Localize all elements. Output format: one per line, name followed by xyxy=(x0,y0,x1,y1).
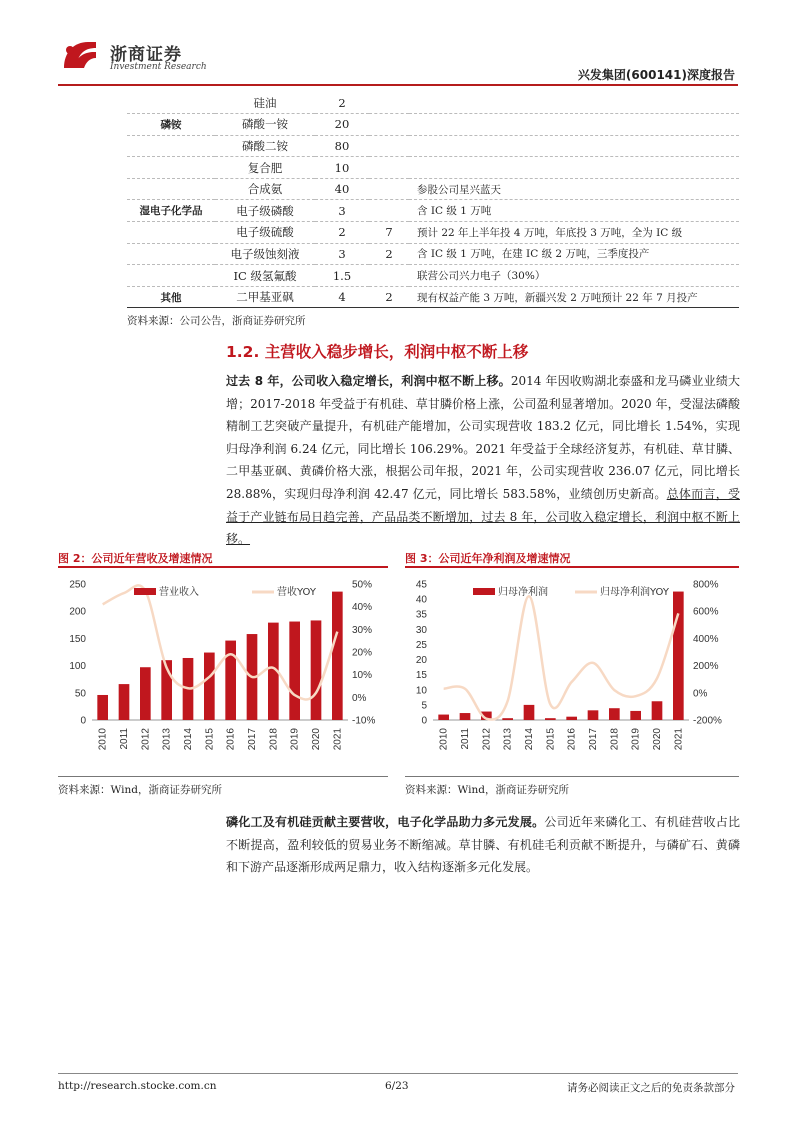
table-cell-plan: 2 xyxy=(385,290,393,305)
table-cell-product: 磷酸二铵 xyxy=(242,138,288,153)
y-tick-left: 0 xyxy=(80,715,86,727)
legend-bar-label: 归母净利润 xyxy=(498,587,548,598)
x-tick: 2021 xyxy=(332,728,344,751)
x-tick: 2021 xyxy=(673,728,685,751)
y-tick-left: 150 xyxy=(69,633,86,645)
brand-name: 浙商证券 xyxy=(110,45,182,65)
x-tick: 2017 xyxy=(247,728,258,751)
x-tick: 2019 xyxy=(289,728,301,751)
logo-icon xyxy=(60,38,100,72)
x-tick: 2013 xyxy=(161,728,173,751)
table-cell-plan xyxy=(369,114,409,136)
table-cell-cat: 其他 xyxy=(160,291,182,304)
paragraph-revenue xyxy=(226,370,740,551)
bar xyxy=(652,701,663,720)
x-tick: 2018 xyxy=(268,728,280,751)
y-tick-left: 30 xyxy=(415,624,427,636)
x-tick: 2019 xyxy=(630,728,642,751)
table-cell-cat: 磷铵 xyxy=(160,118,182,131)
bar xyxy=(524,705,535,720)
y-tick-left: 250 xyxy=(69,579,86,591)
header-divider xyxy=(58,84,738,86)
table-cell-product: 磷酸一铵 xyxy=(242,117,288,132)
table-cell-note xyxy=(409,114,739,136)
bar xyxy=(630,711,641,720)
table-cell-product: 合成氨 xyxy=(247,182,283,197)
bar xyxy=(545,718,556,720)
y-tick-left: 5 xyxy=(421,700,427,712)
y-tick-right: 30% xyxy=(352,624,373,636)
x-tick: 2010 xyxy=(438,728,450,751)
table-cell-cap: 3 xyxy=(338,203,346,218)
x-tick: 2015 xyxy=(545,728,557,751)
paragraph-structure xyxy=(226,811,740,879)
bar xyxy=(566,717,577,720)
fig2-title-rule xyxy=(58,566,388,568)
footer-disclaimer: 请务必阅读正文之后的免责条款部分 xyxy=(567,1082,735,1094)
footer-url[interactable]: http://research.stocke.com.cn xyxy=(58,1080,217,1092)
bar xyxy=(204,653,215,720)
y-tick-left: 35 xyxy=(415,609,427,621)
table-cell-plan: 2 xyxy=(385,246,393,261)
x-tick: 2016 xyxy=(225,728,237,751)
paragraph-underlined: 总体而言，受益于产业链布局日趋完善，产品品类不断增加，过去 8 年，公司收入稳定增长，利润中枢不断上移。 xyxy=(226,486,740,547)
y-tick-right: 600% xyxy=(693,606,719,618)
table-cell-cap: 3 xyxy=(338,246,346,261)
y-tick-right: -200% xyxy=(693,715,722,727)
section-title: 1.2. 主营收入稳步增长，利润中枢不断上移 xyxy=(226,343,529,361)
table-cell-cat xyxy=(127,265,215,287)
table-cell-note: 参股公司星兴蓝天 xyxy=(417,183,501,196)
table-cell-cap: 40 xyxy=(334,182,350,197)
fig2-bottom-rule xyxy=(58,776,388,777)
table-cell-product: 电子级磷酸 xyxy=(236,203,294,218)
report-title: 兴发集团(600141)深度报告 xyxy=(577,68,735,82)
x-tick: 2020 xyxy=(652,728,663,751)
table-cell-cat xyxy=(127,135,215,157)
bar xyxy=(119,684,130,720)
y-tick-left: 15 xyxy=(415,670,427,682)
table-cell-cap: 2 xyxy=(338,95,346,110)
x-tick: 2013 xyxy=(502,728,514,751)
table-row xyxy=(127,222,739,244)
y-tick-right: 0% xyxy=(693,688,708,700)
table-cell-cap: 2 xyxy=(338,225,346,240)
table-row xyxy=(127,243,739,265)
y-tick-right: 400% xyxy=(693,633,719,645)
y-tick-left: 0 xyxy=(421,715,427,727)
y-tick-left: 10 xyxy=(415,685,427,697)
y-tick-left: 20 xyxy=(415,655,427,667)
table-cell-product: 电子级蚀刻液 xyxy=(230,246,300,261)
legend-line-label: 归母净利润YOY xyxy=(600,587,669,598)
x-tick: 2014 xyxy=(524,728,535,751)
bar xyxy=(311,620,322,720)
table-cell-note xyxy=(409,157,739,179)
table-row xyxy=(127,200,739,222)
x-tick: 2016 xyxy=(566,728,578,751)
capacity-table xyxy=(127,92,739,308)
paragraph-lead: 磷化工及有机硅贡献主要营收，电子化学品助力多元发展。 xyxy=(226,815,545,829)
y-tick-right: 50% xyxy=(352,579,373,591)
table-cell-cat: 湿电子化学品 xyxy=(139,205,203,218)
bar xyxy=(588,710,599,720)
y-tick-left: 200 xyxy=(69,606,86,618)
revenue-chart xyxy=(58,572,388,772)
brand-name-en: Investment Research xyxy=(110,62,207,72)
y-tick-left: 50 xyxy=(74,688,86,700)
x-tick: 2012 xyxy=(140,728,152,751)
fig2-title: 图 2：公司近年营收及增速情况 xyxy=(58,552,213,565)
table-cell-plan: 7 xyxy=(385,225,393,240)
table-cell-note: 现有权益产能 3 万吨，新疆兴发 2 万吨预计 22 年 7 月投产 xyxy=(417,291,698,304)
table-cell-note: 含 IC 级 1 万吨 xyxy=(417,205,492,218)
paragraph-body: 公司近年来磷化工、有机硅营收占比不断提高，盈利较低的贸易业务不断缩减。草甘膦、有机硅毛利贡献不断提升，与磷矿石、黄磷和下游产品逐渐形成两足鼎力，收入结构逐渐多元化发展。 xyxy=(226,815,740,875)
y-tick-right: 40% xyxy=(352,602,373,614)
table-cell-cap: 80 xyxy=(334,138,350,153)
bar xyxy=(502,718,513,720)
table-cell-product: 二甲基亚砜 xyxy=(236,290,294,305)
y-tick-left: 100 xyxy=(69,661,86,673)
table-row xyxy=(127,286,739,308)
table-cell-note: 含 IC 级 1 万吨，在建 IC 级 2 万吨，三季度投产 xyxy=(417,248,650,261)
page-number: 6/23 xyxy=(385,1080,409,1092)
fig3-title: 图 3：公司近年净利润及增速情况 xyxy=(405,552,571,565)
bar xyxy=(97,695,108,720)
table-cell-product: 硅油 xyxy=(253,95,277,110)
legend-bar-label: 营业收入 xyxy=(159,587,199,598)
table-row xyxy=(127,92,739,114)
bar xyxy=(609,708,620,720)
y-tick-right: 800% xyxy=(693,579,719,591)
bar xyxy=(225,641,236,720)
table-cell-note xyxy=(409,135,739,157)
bar xyxy=(460,713,471,720)
x-tick: 2015 xyxy=(204,728,216,751)
fig2-source: 资料来源：Wind，浙商证券研究所 xyxy=(58,784,222,796)
table-cell-plan xyxy=(369,178,409,200)
table-row xyxy=(127,178,739,200)
table-source: 资料来源：公司公告，浙商证券研究所 xyxy=(127,315,306,327)
x-tick: 2020 xyxy=(311,728,322,751)
table-row xyxy=(127,265,739,287)
table-cell-cat xyxy=(127,243,215,265)
table-row xyxy=(127,114,739,136)
table-cell-cat xyxy=(127,92,215,114)
table-cell-cat xyxy=(127,157,215,179)
table-row xyxy=(127,135,739,157)
bar xyxy=(438,715,449,720)
table-cell-plan xyxy=(369,200,409,222)
fig3-title-rule xyxy=(405,566,739,568)
footer-divider xyxy=(58,1073,738,1074)
table-row xyxy=(127,157,739,179)
table-cell-cap: 4 xyxy=(338,290,346,305)
legend-bar-swatch xyxy=(134,588,156,595)
x-tick: 2011 xyxy=(460,728,471,750)
table-cell-plan xyxy=(369,265,409,287)
bar xyxy=(140,667,151,720)
y-tick-right: 20% xyxy=(352,647,373,659)
table-cell-cap: 20 xyxy=(334,117,350,132)
bar xyxy=(332,592,343,720)
x-tick: 2010 xyxy=(97,728,109,751)
table-cell-plan xyxy=(369,92,409,114)
table-cell-product: 电子级硫酸 xyxy=(236,225,294,240)
table-cell-cat xyxy=(127,222,215,244)
table-cell-plan xyxy=(369,157,409,179)
table-cell-cap: 1.5 xyxy=(332,268,352,283)
y-tick-right: 200% xyxy=(693,661,719,673)
x-tick: 2012 xyxy=(481,728,493,751)
table-cell-cat xyxy=(127,178,215,200)
y-tick-left: 40 xyxy=(415,594,427,606)
table-cell-note xyxy=(409,92,739,114)
x-tick: 2014 xyxy=(183,728,194,751)
y-tick-left: 45 xyxy=(415,579,427,591)
bar xyxy=(289,622,300,720)
fig3-source: 资料来源：Wind，浙商证券研究所 xyxy=(405,784,569,796)
fig3-bottom-rule xyxy=(405,776,739,777)
table-cell-note: 联营公司兴力电子（30%） xyxy=(417,270,546,283)
y-tick-right: -10% xyxy=(352,715,376,727)
legend-bar-swatch xyxy=(473,588,495,595)
series-line xyxy=(103,585,338,699)
x-tick: 2017 xyxy=(588,728,599,751)
table-cell-note: 预计 22 年上半年投 4 万吨，年底投 3 万吨，全为 IC 级 xyxy=(417,226,683,239)
y-tick-right: 0% xyxy=(352,692,367,704)
paragraph-lead: 过去 8 年，公司收入稳定增长，利润中枢不断上移。 xyxy=(226,374,511,388)
x-tick: 2011 xyxy=(119,728,130,750)
table-cell-product: 复合肥 xyxy=(247,160,283,175)
y-tick-left: 25 xyxy=(415,639,427,651)
table-cell-plan xyxy=(369,135,409,157)
x-tick: 2018 xyxy=(609,728,621,751)
paragraph-body: 2014 年因收购湖北泰盛和龙马磷业业绩大增；2017-2018 年受益于有机硅、草甘膦价格上涨，公司盈利显著增加。2020 年，受湿法磷酸精制工艺突破产量提升，有机硅产能增加，公司实现营收 183.2 亿元，同比增长 1.54%，实现归母净利润 6.24 亿元，同比增长 106.29%。2021 年受益于全球经济复苏，有机硅、草甘膦、二甲基亚砜、黄磷价格大涨，根据公司年报，2021 年，公司实现营收 236.07 亿元，同比增长 28.88%，实现归母净利润 42.47 亿元，同比增长 583.58%，业绩创历史新高。 xyxy=(226,374,740,501)
table-cell-cap: 10 xyxy=(334,160,350,175)
legend-line-label: 营收YOY xyxy=(277,587,316,598)
bar xyxy=(673,592,684,720)
series-line xyxy=(444,596,679,719)
y-tick-right: 10% xyxy=(352,670,373,682)
table-cell-product: IC 级氢氟酸 xyxy=(233,268,297,283)
profit-chart xyxy=(405,572,739,772)
